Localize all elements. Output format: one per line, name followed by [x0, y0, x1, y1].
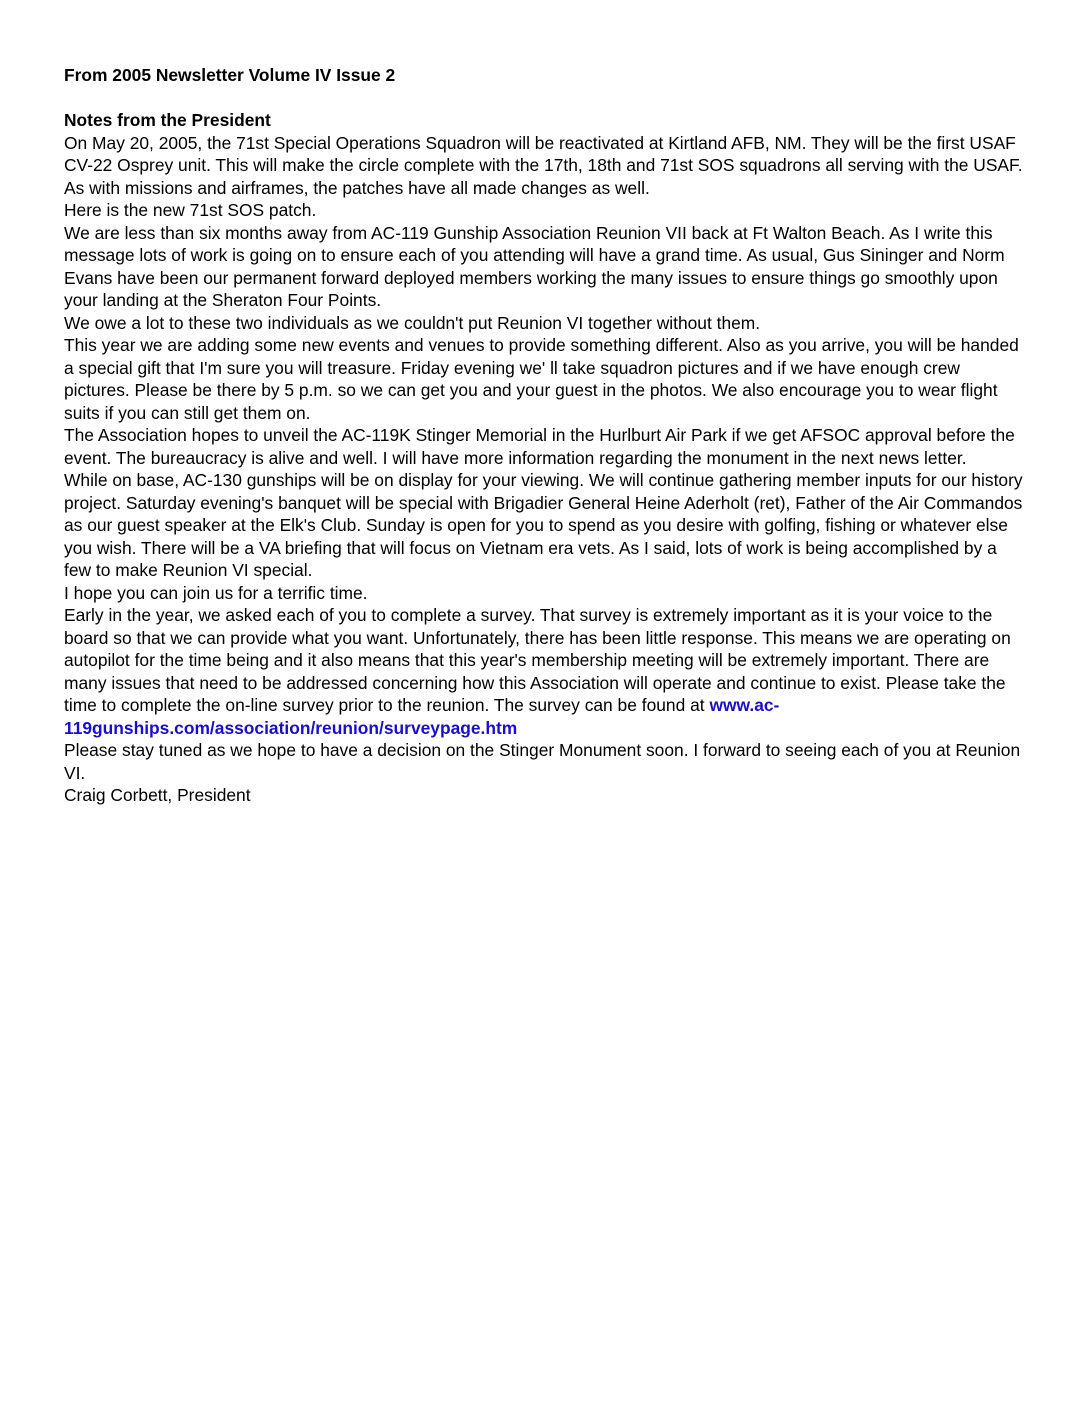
source-title: From 2005 Newsletter Volume IV Issue 2 [64, 65, 396, 85]
section-title: Notes from the President [64, 110, 271, 130]
signature: Craig Corbett, President [64, 785, 251, 805]
paragraph-thanks: We owe a lot to these two individuals as we couldn't put Reunion VI together without them. [64, 312, 761, 333]
survey-text: Early in the year, we asked each of you to complete a survey. That survey is extremely important as it is your voice to the board so that we can provide what you want. Unfortunately, there has been little response. This means we are operating on autopilot for the time being and it also means that this year's membership meeting will be extremely important. There are many issues that need to be addressed concerning how this Association will operate and continue to exist. Please take the time to complete the on-line survey prior to the reunion. The survey can be found at [64, 605, 1011, 715]
paragraph-memorial: The Association hopes to unveil the AC-119K Stinger Memorial in the Hurlburt Air Park if we get AFSOC approval before the event. The bureaucracy is alive and well. I will have more information regarding the monument in the next news letter. [64, 425, 1015, 468]
paragraph-survey [64, 604, 1024, 739]
paragraph-closing: Please stay tuned as we hope to have a decision on the Stinger Monument soon. I forward to seeing each of you at Reunion VI. [64, 740, 1021, 783]
paragraph-invitation: I hope you can join us for a terrific time. [64, 582, 368, 603]
paragraph-events: This year we are adding some new events and venues to provide something different. Also as you arrive, you will be handed a special gift that I'm sure you will treasure. Friday evening we' ll take squadron pictures and if we have enough crew pictures. Please be there by 5 p.m. so we can get you and your guest in the photos. We also encourage you to wear flight suits if you can still get them on. [64, 335, 1019, 423]
paragraph-reunion: We are less than six months away from AC-119 Gunship Association Reunion VII back at Ft Walton Beach. As I write this message lots of work is going on to ensure each of you attending will have a grand time. As usual, Gus Sininger and Norm Evans have been our permanent forward deployed members working the many issues to ensure things go smoothly upon your landing at the Sheraton Four Points. [64, 222, 1005, 310]
paragraph-reactivation: On May 20, 2005, the 71st Special Operations Squadron will be reactivated at Kirtland AFB, NM. They will be the first USAF CV-22 Osprey unit. This will make the circle complete with the 17th, 18th and 71st SOS squadrons all serving with the USAF. As with missions and airframes, the patches have all made changes as well. [64, 132, 1023, 198]
newsletter-page [64, 64, 1024, 807]
survey-link[interactable]: www.ac-119gunships.com/association/reunion/surveypage.htm [64, 695, 780, 738]
paragraph-base-activities: While on base, AC-130 gunships will be on display for your viewing. We will continue gathering member inputs for our history project. Saturday evening's banquet will be special with Brigadier General Heine Aderholt (ret), Father of the Air Commandos as our guest speaker at the Elk's Club. Sunday is open for you to spend as you desire with golfing, fishing or whatever else you wish. There will be a VA briefing that will focus on Vietnam era vets. As I said, lots of work is being accomplished by a few to make Reunion VI special. [64, 470, 1023, 580]
paragraph-patch: Here is the new 71st SOS patch. [64, 200, 317, 220]
